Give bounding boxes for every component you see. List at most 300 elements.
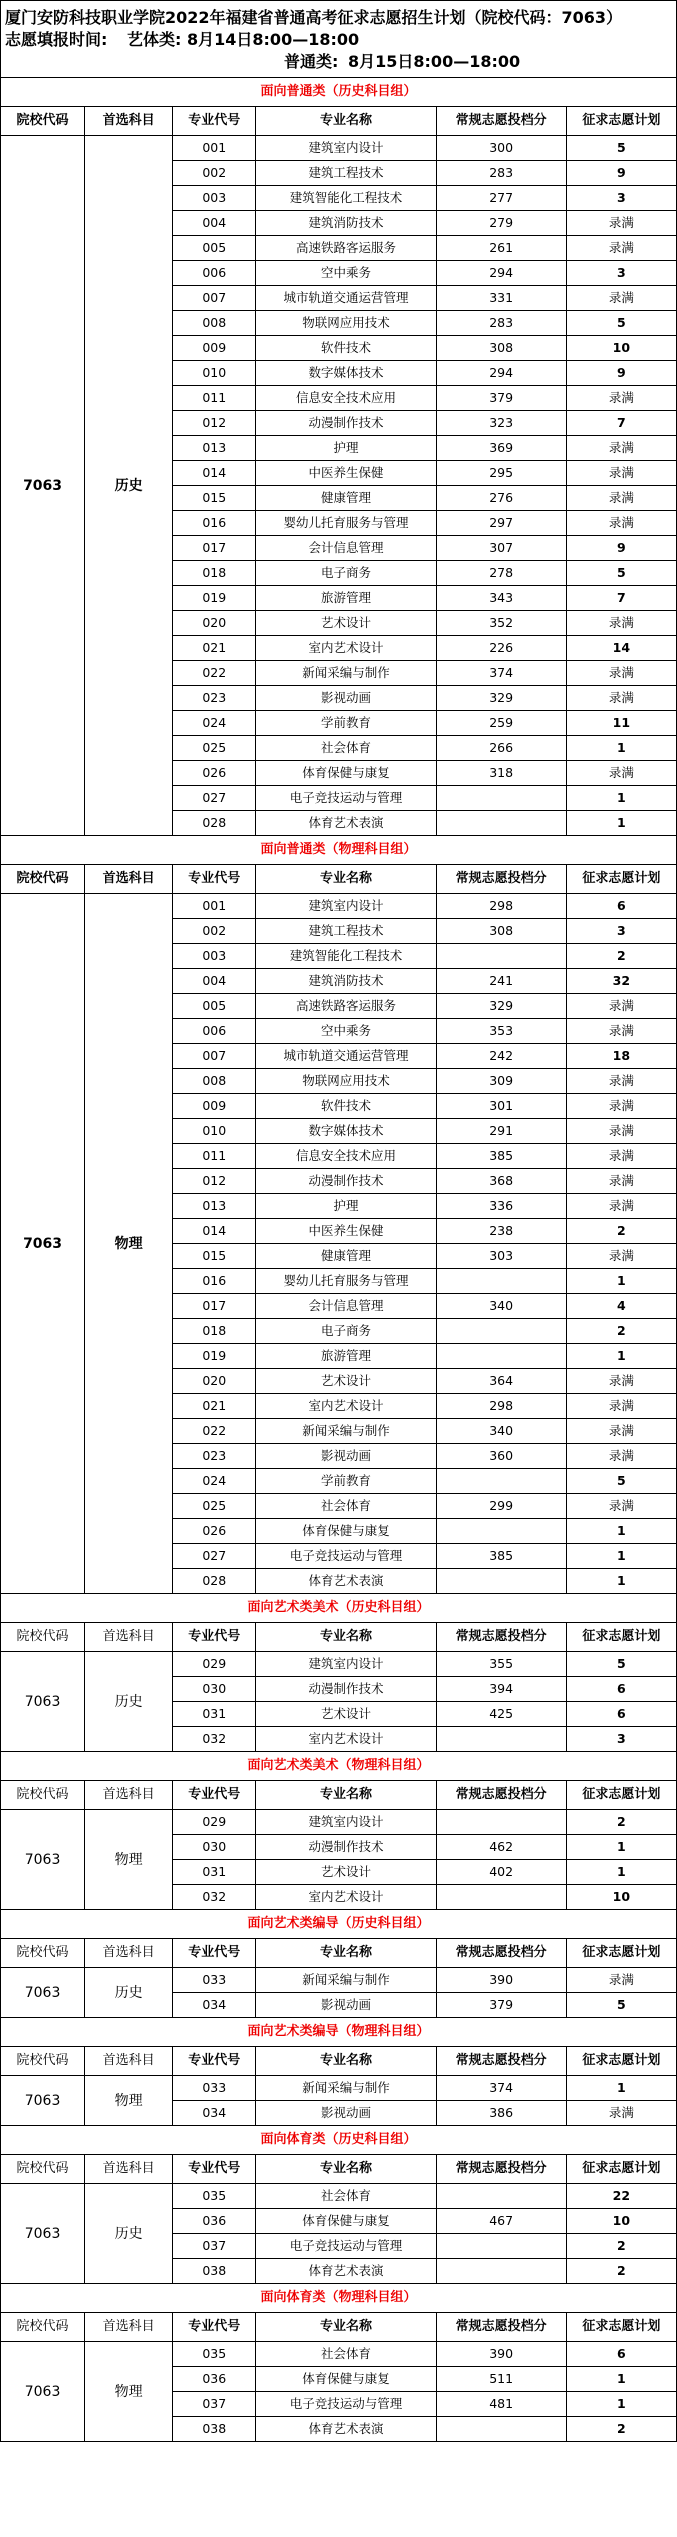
major-name-cell: 社会体育 bbox=[256, 736, 436, 761]
subject-cell: 物理 bbox=[85, 894, 173, 1594]
major-name-cell: 数字媒体技术 bbox=[256, 1119, 436, 1144]
plan-cell: 1 bbox=[566, 1519, 676, 1544]
plan-cell: 7 bbox=[566, 411, 676, 436]
major-code-cell: 007 bbox=[173, 286, 256, 311]
score-cell: 374 bbox=[436, 661, 566, 686]
plan-cell: 6 bbox=[566, 1702, 676, 1727]
major-name-cell: 空中乘务 bbox=[256, 1019, 436, 1044]
score-cell bbox=[436, 1469, 566, 1494]
header-row bbox=[1, 2155, 677, 2184]
plan-cell: 录满 bbox=[566, 1419, 676, 1444]
column-header-major-name: 专业名称 bbox=[256, 865, 436, 894]
plan-cell: 5 bbox=[566, 561, 676, 586]
score-cell bbox=[436, 2259, 566, 2284]
header-row bbox=[1, 1623, 677, 1652]
score-cell: 297 bbox=[436, 511, 566, 536]
score-cell bbox=[436, 1727, 566, 1752]
plan-cell: 1 bbox=[566, 1569, 676, 1594]
column-header-major-code: 专业代号 bbox=[173, 107, 256, 136]
major-code-cell: 031 bbox=[173, 1860, 256, 1885]
major-name-cell: 建筑智能化工程技术 bbox=[256, 186, 436, 211]
score-cell: 385 bbox=[436, 1144, 566, 1169]
major-name-cell: 电子商务 bbox=[256, 561, 436, 586]
plan-cell: 1 bbox=[566, 786, 676, 811]
plan-cell: 1 bbox=[566, 2392, 676, 2417]
major-code-cell: 024 bbox=[173, 711, 256, 736]
score-cell: 386 bbox=[436, 2101, 566, 2126]
major-code-cell: 031 bbox=[173, 1702, 256, 1727]
score-cell: 266 bbox=[436, 736, 566, 761]
column-header-major-name: 专业名称 bbox=[256, 1939, 436, 1968]
school-code-cell: 7063 bbox=[1, 894, 85, 1594]
major-code-cell: 010 bbox=[173, 361, 256, 386]
major-code-cell: 026 bbox=[173, 1519, 256, 1544]
column-header-major-code: 专业代号 bbox=[173, 1939, 256, 1968]
major-name-cell: 中医养生保健 bbox=[256, 1219, 436, 1244]
major-code-cell: 030 bbox=[173, 1835, 256, 1860]
major-code-cell: 029 bbox=[173, 1652, 256, 1677]
score-cell: 329 bbox=[436, 994, 566, 1019]
major-code-cell: 006 bbox=[173, 261, 256, 286]
major-code-cell: 034 bbox=[173, 1993, 256, 2018]
column-header-school-code: 院校代码 bbox=[1, 107, 85, 136]
score-cell: 360 bbox=[436, 1444, 566, 1469]
plan-cell: 录满 bbox=[566, 511, 676, 536]
plan-cell: 录满 bbox=[566, 2101, 676, 2126]
column-header-subject: 首选科目 bbox=[85, 1781, 173, 1810]
major-code-cell: 003 bbox=[173, 186, 256, 211]
major-name-cell: 信息安全技术应用 bbox=[256, 1144, 436, 1169]
plan-cell: 录满 bbox=[566, 1119, 676, 1144]
plan-cell: 2 bbox=[566, 1319, 676, 1344]
plan-cell: 1 bbox=[566, 2076, 676, 2101]
major-code-cell: 004 bbox=[173, 211, 256, 236]
major-name-cell: 数字媒体技术 bbox=[256, 361, 436, 386]
plan-cell: 32 bbox=[566, 969, 676, 994]
table-row bbox=[1, 894, 677, 919]
plan-cell: 9 bbox=[566, 361, 676, 386]
score-cell bbox=[436, 1810, 566, 1835]
column-header-score: 常规志愿投档分 bbox=[436, 1781, 566, 1810]
plan-cell: 9 bbox=[566, 161, 676, 186]
table-row bbox=[1, 2342, 677, 2367]
score-cell: 298 bbox=[436, 894, 566, 919]
major-code-cell: 025 bbox=[173, 736, 256, 761]
subject-cell: 物理 bbox=[85, 2076, 173, 2126]
plan-cell: 5 bbox=[566, 311, 676, 336]
plan-cell: 3 bbox=[566, 1727, 676, 1752]
score-cell bbox=[436, 1519, 566, 1544]
score-cell: 352 bbox=[436, 611, 566, 636]
score-cell: 425 bbox=[436, 1702, 566, 1727]
plan-cell: 1 bbox=[566, 1544, 676, 1569]
major-code-cell: 038 bbox=[173, 2417, 256, 2442]
plan-cell: 录满 bbox=[566, 211, 676, 236]
section-title-row bbox=[1, 1594, 677, 1623]
column-header-subject: 首选科目 bbox=[85, 107, 173, 136]
column-header-plan: 征求志愿计划 bbox=[566, 1781, 676, 1810]
plan-cell: 录满 bbox=[566, 236, 676, 261]
plan-cell: 录满 bbox=[566, 1194, 676, 1219]
major-code-cell: 025 bbox=[173, 1494, 256, 1519]
time-art-value: 8月14日8:00—18:00 bbox=[187, 30, 360, 49]
score-cell: 277 bbox=[436, 186, 566, 211]
column-header-school-code: 院校代码 bbox=[1, 1623, 85, 1652]
school-code-cell: 7063 bbox=[1, 2342, 85, 2442]
score-cell: 278 bbox=[436, 561, 566, 586]
major-code-cell: 002 bbox=[173, 161, 256, 186]
plan-cell: 3 bbox=[566, 919, 676, 944]
column-header-major-name: 专业名称 bbox=[256, 107, 436, 136]
major-code-cell: 008 bbox=[173, 1069, 256, 1094]
column-header-subject: 首选科目 bbox=[85, 1939, 173, 1968]
subject-cell: 历史 bbox=[85, 1968, 173, 2018]
table-row bbox=[1, 1810, 677, 1835]
column-header-subject: 首选科目 bbox=[85, 1623, 173, 1652]
major-name-cell: 室内艺术设计 bbox=[256, 636, 436, 661]
major-name-cell: 学前教育 bbox=[256, 1469, 436, 1494]
column-header-school-code: 院校代码 bbox=[1, 1939, 85, 1968]
major-name-cell: 社会体育 bbox=[256, 1494, 436, 1519]
score-cell: 283 bbox=[436, 311, 566, 336]
major-code-cell: 035 bbox=[173, 2184, 256, 2209]
major-name-cell: 健康管理 bbox=[256, 486, 436, 511]
plan-cell: 4 bbox=[566, 1294, 676, 1319]
section-title-row bbox=[1, 1752, 677, 1781]
plan-cell: 2 bbox=[566, 2417, 676, 2442]
column-header-subject: 首选科目 bbox=[85, 865, 173, 894]
major-code-cell: 009 bbox=[173, 336, 256, 361]
time-line-art bbox=[5, 29, 672, 51]
major-name-cell: 艺术设计 bbox=[256, 611, 436, 636]
major-code-cell: 013 bbox=[173, 1194, 256, 1219]
major-name-cell: 电子竞技运动与管理 bbox=[256, 2392, 436, 2417]
plan-cell: 6 bbox=[566, 894, 676, 919]
plan-cell: 3 bbox=[566, 261, 676, 286]
column-header-major-code: 专业代号 bbox=[173, 2313, 256, 2342]
score-cell: 329 bbox=[436, 686, 566, 711]
plan-cell: 18 bbox=[566, 1044, 676, 1069]
major-name-cell: 动漫制作技术 bbox=[256, 411, 436, 436]
score-cell: 303 bbox=[436, 1244, 566, 1269]
column-header-plan: 征求志愿计划 bbox=[566, 107, 676, 136]
plan-cell: 9 bbox=[566, 536, 676, 561]
time-general-category: 普通类: bbox=[284, 52, 339, 71]
plan-cell: 1 bbox=[566, 1269, 676, 1294]
column-header-major-name: 专业名称 bbox=[256, 2313, 436, 2342]
section-title-row bbox=[1, 1910, 677, 1939]
column-header-score: 常规志愿投档分 bbox=[436, 2313, 566, 2342]
school-code-cell: 7063 bbox=[1, 1968, 85, 2018]
column-header-major-code: 专业代号 bbox=[173, 1623, 256, 1652]
plan-cell: 录满 bbox=[566, 1494, 676, 1519]
score-cell: 402 bbox=[436, 1860, 566, 1885]
major-code-cell: 033 bbox=[173, 2076, 256, 2101]
time-line-general bbox=[5, 51, 672, 73]
major-name-cell: 电子竞技运动与管理 bbox=[256, 786, 436, 811]
column-header-score: 常规志愿投档分 bbox=[436, 1623, 566, 1652]
column-header-school-code: 院校代码 bbox=[1, 1781, 85, 1810]
major-name-cell: 艺术设计 bbox=[256, 1860, 436, 1885]
plan-cell: 5 bbox=[566, 1993, 676, 2018]
score-cell bbox=[436, 2234, 566, 2259]
header-row bbox=[1, 2047, 677, 2076]
score-cell: 368 bbox=[436, 1169, 566, 1194]
score-cell bbox=[436, 1319, 566, 1344]
major-code-cell: 019 bbox=[173, 1344, 256, 1369]
plan-cell: 录满 bbox=[566, 1069, 676, 1094]
major-code-cell: 028 bbox=[173, 1569, 256, 1594]
score-cell: 295 bbox=[436, 461, 566, 486]
major-code-cell: 011 bbox=[173, 386, 256, 411]
plan-cell: 录满 bbox=[566, 1244, 676, 1269]
header-row bbox=[1, 1781, 677, 1810]
major-code-cell: 033 bbox=[173, 1968, 256, 1993]
score-cell bbox=[436, 786, 566, 811]
major-name-cell: 婴幼儿托育服务与管理 bbox=[256, 511, 436, 536]
document-title: 厦门安防科技职业学院2022年福建省普通高考征求志愿招生计划（院校代码：7063） bbox=[5, 8, 623, 27]
major-code-cell: 032 bbox=[173, 1727, 256, 1752]
score-cell: 307 bbox=[436, 536, 566, 561]
score-cell: 298 bbox=[436, 1394, 566, 1419]
major-name-cell: 建筑室内设计 bbox=[256, 894, 436, 919]
major-code-cell: 012 bbox=[173, 411, 256, 436]
score-cell: 364 bbox=[436, 1369, 566, 1394]
column-header-major-code: 专业代号 bbox=[173, 2155, 256, 2184]
score-cell: 340 bbox=[436, 1294, 566, 1319]
major-code-cell: 023 bbox=[173, 686, 256, 711]
major-name-cell: 艺术设计 bbox=[256, 1702, 436, 1727]
major-name-cell: 电子竞技运动与管理 bbox=[256, 2234, 436, 2259]
major-name-cell: 室内艺术设计 bbox=[256, 1885, 436, 1910]
score-cell: 294 bbox=[436, 261, 566, 286]
plan-cell: 1 bbox=[566, 2367, 676, 2392]
major-code-cell: 018 bbox=[173, 561, 256, 586]
major-name-cell: 新闻采编与制作 bbox=[256, 1419, 436, 1444]
plan-cell: 3 bbox=[566, 186, 676, 211]
table-row bbox=[1, 2184, 677, 2209]
table-row bbox=[1, 136, 677, 161]
column-header-score: 常规志愿投档分 bbox=[436, 1939, 566, 1968]
score-cell: 355 bbox=[436, 1652, 566, 1677]
major-name-cell: 电子商务 bbox=[256, 1319, 436, 1344]
major-code-cell: 005 bbox=[173, 236, 256, 261]
major-name-cell: 城市轨道交通运营管理 bbox=[256, 286, 436, 311]
major-name-cell: 婴幼儿托育服务与管理 bbox=[256, 1269, 436, 1294]
major-name-cell: 室内艺术设计 bbox=[256, 1394, 436, 1419]
major-name-cell: 室内艺术设计 bbox=[256, 1727, 436, 1752]
plan-cell: 录满 bbox=[566, 611, 676, 636]
major-code-cell: 020 bbox=[173, 1369, 256, 1394]
plan-cell: 1 bbox=[566, 736, 676, 761]
section-title: 面向体育类（物理科目组） bbox=[1, 2284, 677, 2313]
major-name-cell: 会计信息管理 bbox=[256, 536, 436, 561]
major-name-cell: 城市轨道交通运营管理 bbox=[256, 1044, 436, 1069]
score-cell bbox=[436, 944, 566, 969]
major-code-cell: 021 bbox=[173, 636, 256, 661]
score-cell bbox=[436, 1885, 566, 1910]
major-code-cell: 026 bbox=[173, 761, 256, 786]
plan-cell: 2 bbox=[566, 2234, 676, 2259]
score-cell: 462 bbox=[436, 1835, 566, 1860]
major-name-cell: 信息安全技术应用 bbox=[256, 386, 436, 411]
score-cell: 299 bbox=[436, 1494, 566, 1519]
score-cell: 308 bbox=[436, 336, 566, 361]
major-code-cell: 022 bbox=[173, 661, 256, 686]
plan-cell: 录满 bbox=[566, 1169, 676, 1194]
plan-cell: 2 bbox=[566, 1219, 676, 1244]
plan-cell: 10 bbox=[566, 336, 676, 361]
plan-cell: 录满 bbox=[566, 761, 676, 786]
major-name-cell: 健康管理 bbox=[256, 1244, 436, 1269]
major-code-cell: 001 bbox=[173, 136, 256, 161]
score-cell bbox=[436, 2417, 566, 2442]
major-name-cell: 动漫制作技术 bbox=[256, 1677, 436, 1702]
score-cell: 379 bbox=[436, 1993, 566, 2018]
score-cell: 300 bbox=[436, 136, 566, 161]
major-name-cell: 体育保健与康复 bbox=[256, 1519, 436, 1544]
major-code-cell: 015 bbox=[173, 486, 256, 511]
column-header-score: 常规志愿投档分 bbox=[436, 865, 566, 894]
column-header-score: 常规志愿投档分 bbox=[436, 107, 566, 136]
document-header bbox=[0, 0, 677, 77]
major-code-cell: 003 bbox=[173, 944, 256, 969]
table-row bbox=[1, 1652, 677, 1677]
major-code-cell: 008 bbox=[173, 311, 256, 336]
score-cell: 241 bbox=[436, 969, 566, 994]
major-name-cell: 旅游管理 bbox=[256, 1344, 436, 1369]
major-name-cell: 建筑消防技术 bbox=[256, 211, 436, 236]
major-code-cell: 009 bbox=[173, 1094, 256, 1119]
subject-cell: 历史 bbox=[85, 136, 173, 836]
school-code-cell: 7063 bbox=[1, 1652, 85, 1752]
subject-cell: 历史 bbox=[85, 2184, 173, 2284]
column-header-subject: 首选科目 bbox=[85, 2155, 173, 2184]
score-cell: 308 bbox=[436, 919, 566, 944]
score-cell: 390 bbox=[436, 1968, 566, 1993]
subject-cell: 物理 bbox=[85, 1810, 173, 1910]
plan-cell: 14 bbox=[566, 636, 676, 661]
plan-cell: 2 bbox=[566, 944, 676, 969]
major-name-cell: 建筑室内设计 bbox=[256, 1652, 436, 1677]
column-header-major-name: 专业名称 bbox=[256, 1623, 436, 1652]
major-name-cell: 社会体育 bbox=[256, 2184, 436, 2209]
major-code-cell: 015 bbox=[173, 1244, 256, 1269]
major-code-cell: 007 bbox=[173, 1044, 256, 1069]
score-cell: 259 bbox=[436, 711, 566, 736]
plan-cell: 2 bbox=[566, 1810, 676, 1835]
score-cell: 353 bbox=[436, 1019, 566, 1044]
major-name-cell: 体育保健与康复 bbox=[256, 2367, 436, 2392]
column-header-plan: 征求志愿计划 bbox=[566, 2313, 676, 2342]
major-code-cell: 016 bbox=[173, 1269, 256, 1294]
column-header-score: 常规志愿投档分 bbox=[436, 2155, 566, 2184]
major-name-cell: 体育艺术表演 bbox=[256, 2417, 436, 2442]
major-code-cell: 035 bbox=[173, 2342, 256, 2367]
table-row bbox=[1, 1968, 677, 1993]
major-code-cell: 014 bbox=[173, 461, 256, 486]
major-code-cell: 028 bbox=[173, 811, 256, 836]
section-title: 面向艺术类美术（历史科目组） bbox=[1, 1594, 677, 1623]
score-cell: 340 bbox=[436, 1419, 566, 1444]
plan-cell: 6 bbox=[566, 2342, 676, 2367]
major-name-cell: 建筑工程技术 bbox=[256, 919, 436, 944]
section-title: 面向普通类（物理科目组） bbox=[1, 836, 677, 865]
school-code-cell: 7063 bbox=[1, 1810, 85, 1910]
plan-cell: 录满 bbox=[566, 686, 676, 711]
major-code-cell: 036 bbox=[173, 2209, 256, 2234]
major-code-cell: 017 bbox=[173, 1294, 256, 1319]
header-row bbox=[1, 1939, 677, 1968]
score-cell bbox=[436, 811, 566, 836]
major-code-cell: 020 bbox=[173, 611, 256, 636]
major-name-cell: 新闻采编与制作 bbox=[256, 1968, 436, 1993]
column-header-major-code: 专业代号 bbox=[173, 1781, 256, 1810]
time-art-category: 艺体类: bbox=[127, 30, 182, 49]
section-title-row bbox=[1, 836, 677, 865]
major-code-cell: 021 bbox=[173, 1394, 256, 1419]
column-header-subject: 首选科目 bbox=[85, 2313, 173, 2342]
plan-cell: 录满 bbox=[566, 1144, 676, 1169]
score-cell: 301 bbox=[436, 1094, 566, 1119]
major-name-cell: 影视动画 bbox=[256, 1444, 436, 1469]
score-cell: 385 bbox=[436, 1544, 566, 1569]
major-name-cell: 体育保健与康复 bbox=[256, 2209, 436, 2234]
score-cell: 283 bbox=[436, 161, 566, 186]
score-cell bbox=[436, 2184, 566, 2209]
major-code-cell: 010 bbox=[173, 1119, 256, 1144]
major-name-cell: 体育艺术表演 bbox=[256, 2259, 436, 2284]
subject-cell: 历史 bbox=[85, 1652, 173, 1752]
major-name-cell: 中医养生保健 bbox=[256, 461, 436, 486]
score-cell: 276 bbox=[436, 486, 566, 511]
major-code-cell: 036 bbox=[173, 2367, 256, 2392]
section-title-row bbox=[1, 2018, 677, 2047]
score-cell bbox=[436, 1344, 566, 1369]
major-name-cell: 高速铁路客运服务 bbox=[256, 236, 436, 261]
subject-cell: 物理 bbox=[85, 2342, 173, 2442]
major-code-cell: 005 bbox=[173, 994, 256, 1019]
major-code-cell: 002 bbox=[173, 919, 256, 944]
major-code-cell: 012 bbox=[173, 1169, 256, 1194]
major-name-cell: 影视动画 bbox=[256, 686, 436, 711]
major-code-cell: 011 bbox=[173, 1144, 256, 1169]
score-cell: 323 bbox=[436, 411, 566, 436]
plan-cell: 录满 bbox=[566, 486, 676, 511]
column-header-plan: 征求志愿计划 bbox=[566, 1939, 676, 1968]
plan-cell: 录满 bbox=[566, 386, 676, 411]
plan-cell: 6 bbox=[566, 1677, 676, 1702]
plan-cell: 11 bbox=[566, 711, 676, 736]
major-name-cell: 建筑消防技术 bbox=[256, 969, 436, 994]
plan-cell: 录满 bbox=[566, 1444, 676, 1469]
major-name-cell: 社会体育 bbox=[256, 2342, 436, 2367]
section-title: 面向体育类（历史科目组） bbox=[1, 2126, 677, 2155]
column-header-major-name: 专业名称 bbox=[256, 2047, 436, 2076]
section-title: 面向艺术类美术（物理科目组） bbox=[1, 1752, 677, 1781]
major-name-cell: 新闻采编与制作 bbox=[256, 661, 436, 686]
plan-cell: 录满 bbox=[566, 461, 676, 486]
major-name-cell: 软件技术 bbox=[256, 336, 436, 361]
score-cell: 291 bbox=[436, 1119, 566, 1144]
score-cell: 294 bbox=[436, 361, 566, 386]
score-cell: 331 bbox=[436, 286, 566, 311]
major-code-cell: 022 bbox=[173, 1419, 256, 1444]
column-header-major-code: 专业代号 bbox=[173, 865, 256, 894]
score-cell: 394 bbox=[436, 1677, 566, 1702]
section-title-row bbox=[1, 2284, 677, 2313]
score-cell bbox=[436, 1569, 566, 1594]
